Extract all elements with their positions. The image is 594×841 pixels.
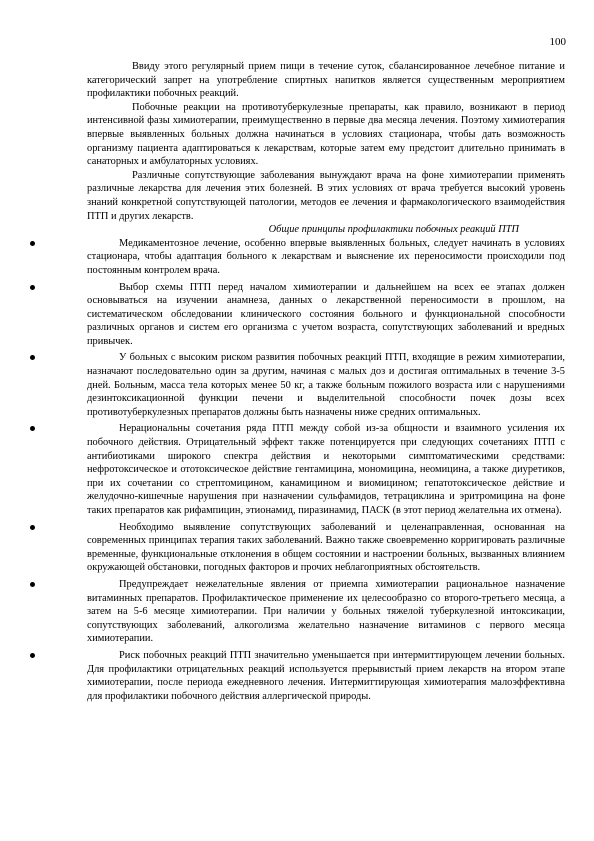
page-content (87, 60, 565, 706)
list-item (87, 237, 565, 278)
list-item (87, 281, 565, 349)
section-heading: Общие принципы профилактики побочных реакций ПТП (268, 224, 519, 236)
bullet-icon (30, 355, 35, 360)
list-item (87, 351, 565, 419)
list-item (87, 422, 565, 517)
intro-paragraph: Побочные реакции на противотуберкулезные препараты, как правило, возникают в период интенсивной фазы химиотерапии, преимущественно в первые два месяца лечения. Поэтому химиотерапия впервые выявленных больных должна начинаться в условиях стационара, чтобы дать возможность организму пациента адаптироваться к лекарствам, которые затем ему предстоит длительно принимать в санаторных и амбулаторных условиях. (87, 101, 565, 168)
list-item (87, 649, 565, 703)
bullet-icon (30, 525, 35, 530)
list-item-text: Необходимо выявление сопутствующих заболеваний и целенаправленная, основанная на современных принципах терапия таких заболеваний. Важно также своевременно корригировать различные временные, функциональные отклонения в общем состоянии и настроении больных, вызванных влиянием окружающей обстановки, погодных факторов и прочих неблагоприятных обстоятельств. (87, 521, 565, 574)
list-item (87, 578, 565, 646)
list-item-text: У больных с высоким риском развития побочных реакций ПТП, входящие в режим химиотерапии, назначают последовательно один за другим, начиная с малых доз и достигая оптимальных в течение 3-5 дней. Больным, масса тела которых менее 50 кг, а также больным пожилого возраста или с нарушениями дезинтоксикационной функции печени и выделительной способности почек дозы всех противотуберкулезных препаратов должны быть назначены ниже средних оптимальных. (87, 352, 565, 418)
list-item (87, 521, 565, 575)
bullet-icon (30, 285, 35, 290)
bullet-icon (30, 241, 35, 246)
page-number: 100 (549, 36, 566, 48)
list-item-text: Риск побочных реакций ПТП значительно уменьшается при интермиттирующем лечении больных. Для профилактики отрицательных реакций используется прерывистый прием лекарств на втором этапе химиотерапии, после периода ежедневного лечения. Интермиттирующая химиотерапия малоэффективна для профилактики побочного действия аллергической природы. (87, 649, 565, 702)
list-item-text: Выбор схемы ПТП перед началом химиотерапии и дальнейшем на всех ее этапах должен основываться на изучении анамнеза, данных о лекарственной переносимости в прошлом, на систематическом обследовании клинического состояния больного и функциональной способности различных органов и систем его организма с учетом возраста, сопутствующих заболеваний и вредных привычек. (87, 281, 565, 347)
bullet-icon (30, 653, 35, 658)
bullet-icon (30, 426, 35, 431)
bullet-icon (30, 582, 35, 587)
list-item-text: Нерациональны сочетания ряда ПТП между собой из-за общности и взаимного усиления их побочного действия. Отрицательный эффект также потенцируется при следующих сочетаниях ПТП с антибиотиками широкого спектра действия и некоторыми симптоматическими средствами: нефротоксическое и ототоксическое действие гентамицина, мономицина, неомицина, а также диуретиков, при их сочетании со стрептомицином, канамицином и виомицином; гепатотоксическое действие и желудочно-кишечные нарушения при назначении сульфамидов, тетрациклина и эритромицина на фоне таких препаратов как рифампицин, этионамид, пиразинамид, ПАСК (в этот период желательна их отмена). (87, 423, 565, 516)
list-item-text: Медикаментозное лечение, особенно впервые выявленных больных, следует начинать в условиях стационара, чтобы адаптация больного к лекарствам и выяснение их переносимости происходили под постоянным контролем врача. (87, 237, 565, 276)
list-item-text: Предупреждает нежелательные явления от приемпа химиотерапии рациональное назначение витаминных препаратов. Профилактическое применение их целесообразно со второго-третьего месяца, а затем на 5-6 месяце химиотерапии. При наличии у больных тяжелой туберкулезной интоксикации, сопутствующих заболеваний, алкоголизма желательно назначение витаминов с первого месяца химиотерапии. (87, 578, 565, 645)
intro-paragraph: Различные сопутствующие заболевания вынуждают врача на фоне химиотерапии применять различные лекарства для лечения этих болезней. В этих условиях от врача требуется высокий уровень знаний конкретной сопутствующей патологии, методов ее лечения и фармакологического взаимодействия ПТП и других лекарств. (87, 169, 565, 222)
intro-paragraph: Ввиду этого регулярный прием пищи в течение суток, сбалансированное лечебное питание и категорический запрет на употребление спиртных напитков является существенным мероприятием профилактики побочных реакций. (87, 61, 565, 100)
principles-list (87, 237, 565, 704)
